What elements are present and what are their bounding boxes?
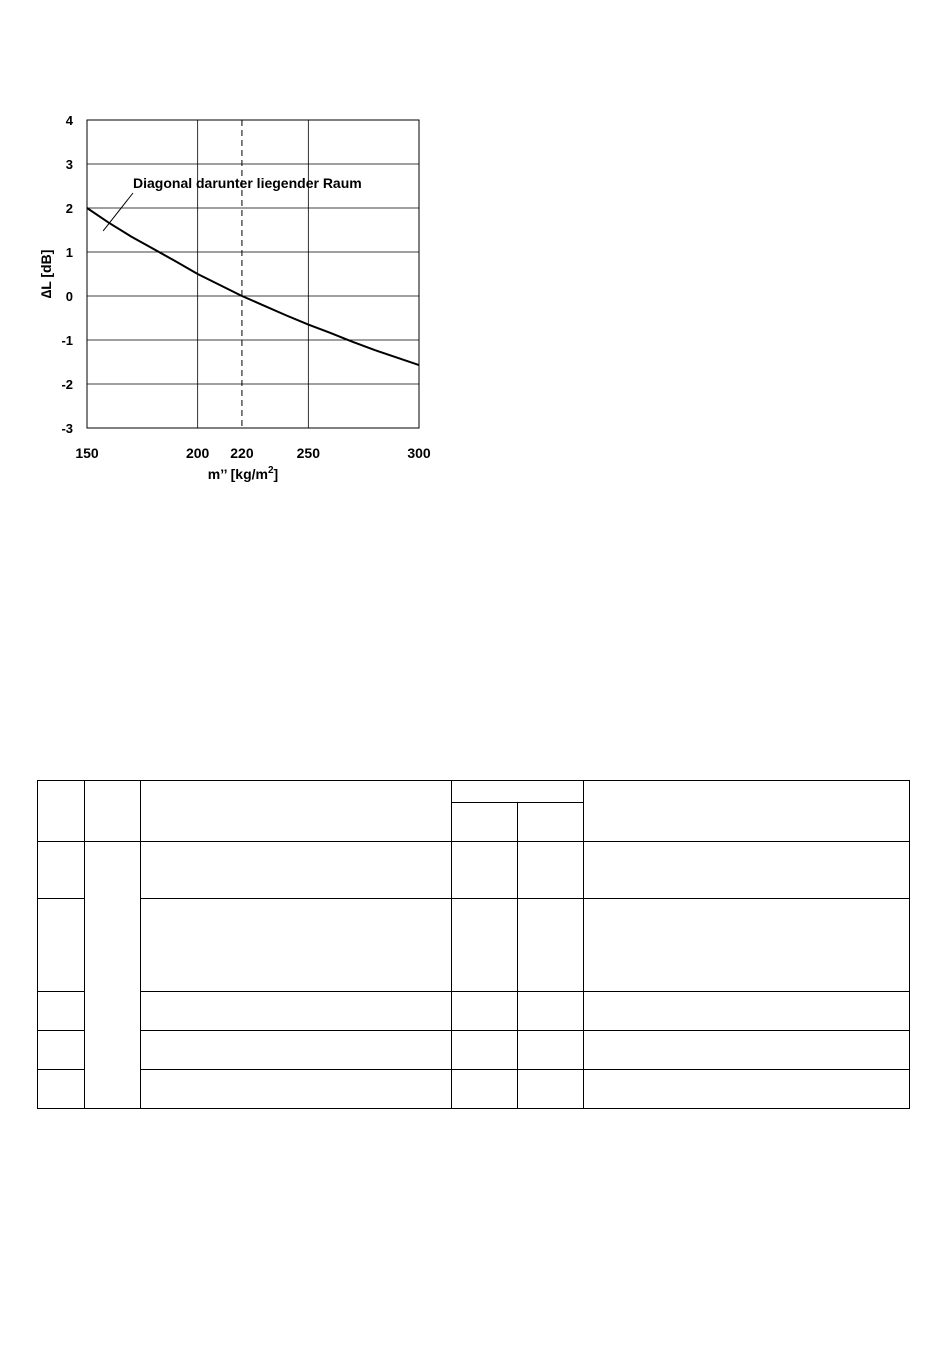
y-tick-label: 4 — [65, 113, 73, 128]
x-tick-label: 300 — [407, 445, 431, 461]
x-axis-label-tail: ] — [273, 466, 279, 482]
table-cell — [141, 1070, 452, 1109]
table-cell — [141, 781, 452, 842]
grid-layer — [87, 120, 419, 428]
table-header-row-1 — [38, 781, 910, 803]
table-cell — [85, 842, 141, 1109]
table-cell — [141, 1031, 452, 1070]
y-tick-label: -2 — [61, 377, 73, 392]
y-tick-label: -1 — [61, 333, 73, 348]
table-cell — [38, 992, 85, 1031]
x-axis-label-main: m’’ [kg/m — [207, 466, 268, 482]
y-tick-label: 1 — [65, 245, 73, 260]
x-tick-label: 220 — [230, 445, 254, 461]
annotation-label: Diagonal darunter liegender Raum — [133, 175, 362, 191]
plot-frame — [87, 120, 419, 428]
table-cell — [584, 1070, 910, 1109]
table-cell — [85, 781, 141, 842]
chart — [0, 0, 950, 520]
x-tick-label: 250 — [296, 445, 321, 461]
table-cell — [38, 781, 85, 842]
table-cell — [584, 899, 910, 992]
table-cell — [518, 842, 584, 899]
table-cell — [452, 899, 518, 992]
series-layer — [87, 208, 419, 365]
table-cell — [518, 803, 584, 842]
table-cell — [38, 842, 85, 899]
table-cell — [518, 992, 584, 1031]
table-cell — [584, 842, 910, 899]
table-cell — [452, 1031, 518, 1070]
x-tick-label: 150 — [75, 445, 99, 461]
table-row — [38, 842, 910, 899]
table-cell — [141, 899, 452, 992]
x-axis-label — [208, 465, 278, 482]
y-tick-label: 2 — [65, 201, 73, 216]
table-cell — [141, 992, 452, 1031]
table-cell — [518, 1031, 584, 1070]
y-tick-label: 3 — [65, 157, 73, 172]
table-cell — [141, 842, 452, 899]
table-cell — [38, 1070, 85, 1109]
table-row — [38, 1031, 910, 1070]
annotation-leader-line — [103, 193, 133, 231]
series-line — [87, 208, 419, 365]
table-cell — [584, 781, 910, 842]
table-cell — [584, 1031, 910, 1070]
table-cell — [38, 899, 85, 992]
table-row — [38, 992, 910, 1031]
y-tick-label: -3 — [61, 421, 73, 436]
y-axis-label: ∆L [dB] — [38, 249, 54, 299]
table-cell — [452, 842, 518, 899]
table-row — [38, 1070, 910, 1109]
y-tick-label: 0 — [65, 289, 73, 304]
table-cell — [584, 992, 910, 1031]
table-cell — [38, 1031, 85, 1070]
table-cell — [452, 992, 518, 1031]
table-row — [38, 899, 910, 992]
x-tick-label: 200 — [185, 445, 210, 461]
table-cell — [452, 781, 584, 803]
empty-data-table — [37, 780, 910, 1109]
table-cell — [518, 1070, 584, 1109]
table-cell — [452, 1070, 518, 1109]
table-cell — [452, 803, 518, 842]
tick-label-layer — [61, 113, 430, 461]
table-cell — [518, 899, 584, 992]
x-axis-label-superscript: 2 — [267, 465, 274, 476]
